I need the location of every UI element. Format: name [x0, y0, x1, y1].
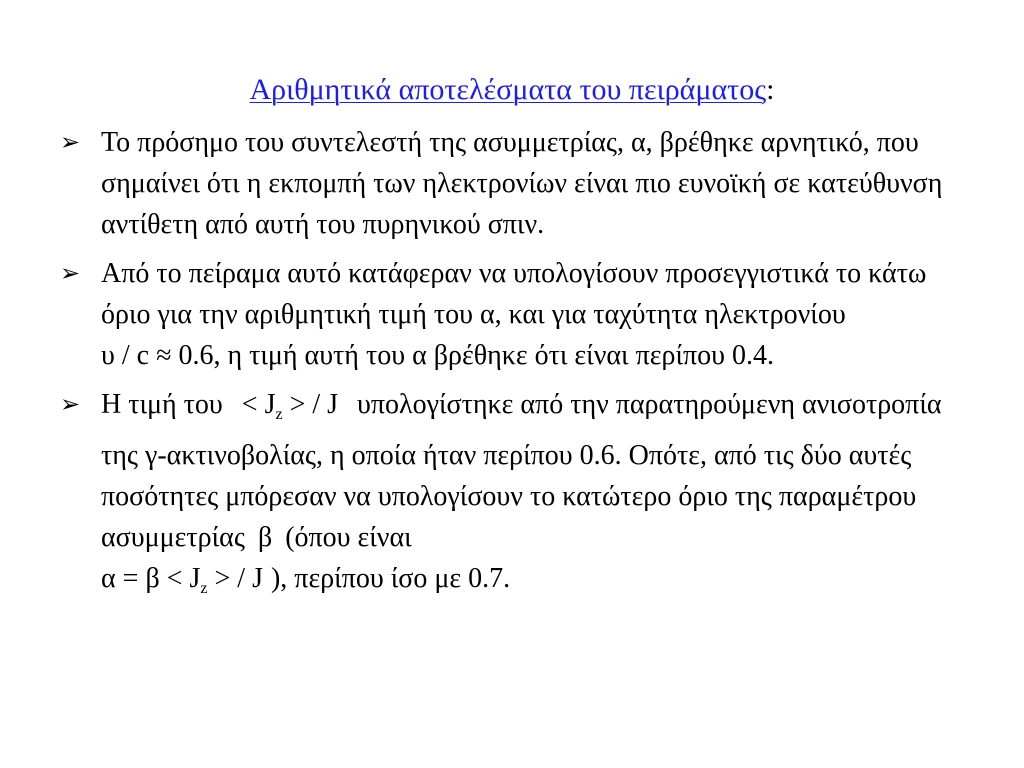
jz-formula-sub: z [275, 406, 283, 423]
velocity-formula: υ / c ≈ 0.6 [101, 340, 214, 371]
bullet-item-2 [60, 253, 980, 376]
arrow-right-icon: ➢ [60, 128, 81, 156]
arrow-right-icon: ➢ [60, 390, 81, 418]
bullet-3-text-end: ), περίπου ίσο με 0.7. [270, 563, 511, 594]
title-colon: : [766, 73, 775, 106]
bullet-2-text-after: , η τιμή αυτή του α βρέθηκε ότι είναι περίπου 0.4. [213, 340, 774, 371]
bullet-item-1 [60, 122, 980, 245]
bullet-2-text-before: Από το πείραμα αυτό κατάφεραν να υπολογίσουν προσεγγιστικά το κάτω όριο για την αριθμητική τιμή του α, και για ταχύτητα ηλεκτρονίου [101, 258, 927, 330]
slide-title [0, 70, 1024, 110]
asymmetry-formula [101, 563, 263, 597]
bullet-item-3 [60, 384, 980, 609]
bullet-3-text-before: Η τιμή του [101, 389, 223, 420]
beta-symbol: β [257, 522, 273, 553]
asym-formula-main: α = β < J [101, 563, 201, 594]
bullet-3-text-paren: (όπου είναι [285, 522, 412, 553]
asym-formula-tail: > / J [207, 563, 263, 594]
asym-formula-sub: z [200, 580, 208, 597]
bullet-1-text: Το πρόσημο του συντελεστή της ασυμμετρίας, α, βρέθηκε αρνητικό, που σημαίνει ότι η εκπομπή των ηλεκτρονίων είναι πιο ευνοϊκή σε κατεύθυνση αντίθετη από αυτή του πυρηνικού σπιν. [101, 127, 943, 240]
arrow-right-icon: ➢ [60, 259, 81, 287]
jz-ratio-formula [241, 389, 339, 423]
bullet-3-text-middle: υπολογίστηκε από την παρατηρούμενη ανισοτροπία της γ-ακτινοβολίας, η οποία ήταν περίπου 0.6. Οπότε, από τις δύο αυτές ποσότητες μπόρεσαν να υπολογίσουν το κατώτερο όριο της παραμέτρου ασυμμετρίας [101, 389, 942, 553]
jz-formula-tail: > / J [282, 389, 339, 420]
jz-formula-main: < J [241, 389, 276, 420]
bullet-list [60, 122, 980, 617]
title-link[interactable]: Αριθμητικά αποτελέσματα του πειράματος [249, 73, 767, 106]
